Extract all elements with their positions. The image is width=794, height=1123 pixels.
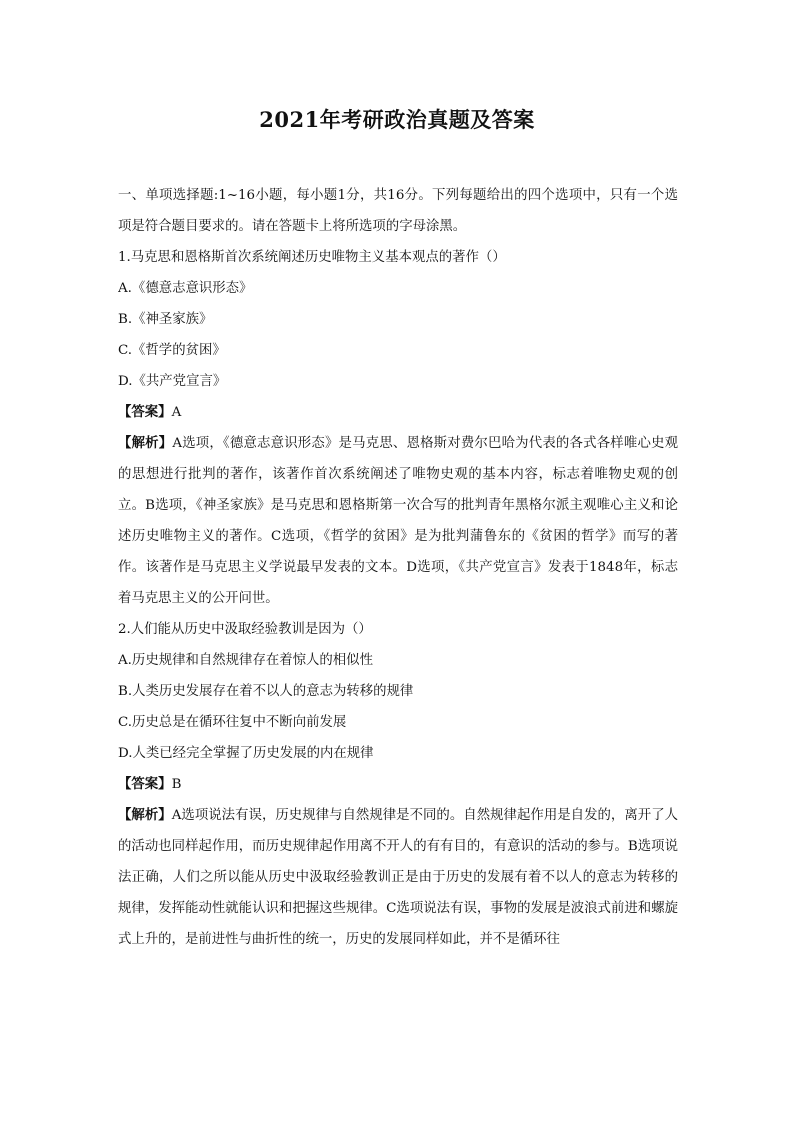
q2-answer-value: B <box>171 777 182 792</box>
question-2: 2.人们能从历史中汲取经验教训是因为（） <box>118 622 372 637</box>
q1-option-c: C.《哲学的贫困》 <box>118 343 226 358</box>
q2-option-a: A.历史规律和自然规律存在着惊人的相似性 <box>118 653 373 668</box>
page-title: 2021年考研政治真题及答案 <box>259 107 535 132</box>
q1-answer-label: 【答案】 <box>118 404 172 420</box>
q1-option-a: A.《德意志意识形态》 <box>118 281 253 296</box>
q1-option-b: B.《神圣家族》 <box>118 312 213 327</box>
q2-option-b: B.人类历史发展存在着不以人的意志为转移的规律 <box>118 684 414 699</box>
question-1: 1.马克思和恩格斯首次系统阐述历史唯物主义基本观点的著作（） <box>118 250 506 265</box>
document-body <box>118 180 678 955</box>
q2-option-c: C.历史总是在循环往复中不断向前发展 <box>118 715 347 730</box>
q1-analysis <box>118 428 678 614</box>
section-intro: 一、单项选择题:1~16小题，每小题1分，共16分。下列每题给出的四个选项中，只有一个选项是符合题目要求的。请在答题卡上将所选项的字母涂黑。 <box>118 188 678 234</box>
q1-answer <box>118 397 678 428</box>
q2-answer-label: 【答案】 <box>118 776 172 792</box>
q1-analysis-label: 【解析】 <box>118 435 173 451</box>
q2-option-d: D.人类已经完全掌握了历史发展的内在规律 <box>118 746 374 761</box>
q2-analysis-label: 【解析】 <box>118 807 172 823</box>
q1-option-d: D.《共产党宣言》 <box>118 374 227 389</box>
q2-analysis <box>118 800 678 955</box>
q2-answer <box>118 769 678 800</box>
q1-answer-value: A <box>171 405 182 420</box>
q1-analysis-text: A选项，《德意志意识形态》是马克思、恩格斯对费尔巴哈为代表的各式各样唯心史观的思想进行批判的著作，该著作首次系统阐述了唯物史观的基本内容，标志着唯物史观的创立。B选项，《神圣家族》是马克思和恩格斯第一次合写的批判青年黑格尔派主观唯心主义和论述历史唯物主义的著作。C选项，《哲学的贫困》是为批判蒲鲁东的《贫困的哲学》而写的著作。该著作是马克思主义学说最早发表的文本。D选项，《共产党宣言》发表于1848年，标志着马克思主义的公开问世。 <box>118 436 679 606</box>
q2-analysis-text: A选项说法有误，历史规律与自然规律是不同的。自然规律起作用是自发的，离开了人的活动也同样起作用，而历史规律起作用离不开人的有有目的，有意识的活动的参与。B选项说法正确，人们之所以能从历史中汲取经验教训正是由于历史的发展有着不以人的意志为转移的规律，发挥能动性就能认识和把握这些规律。C选项说法有误，事物的发展是波浪式前进和螺旋式上升的，是前进性与曲折性的统一，历史的发展同样如此，并不是循环往 <box>118 808 679 947</box>
